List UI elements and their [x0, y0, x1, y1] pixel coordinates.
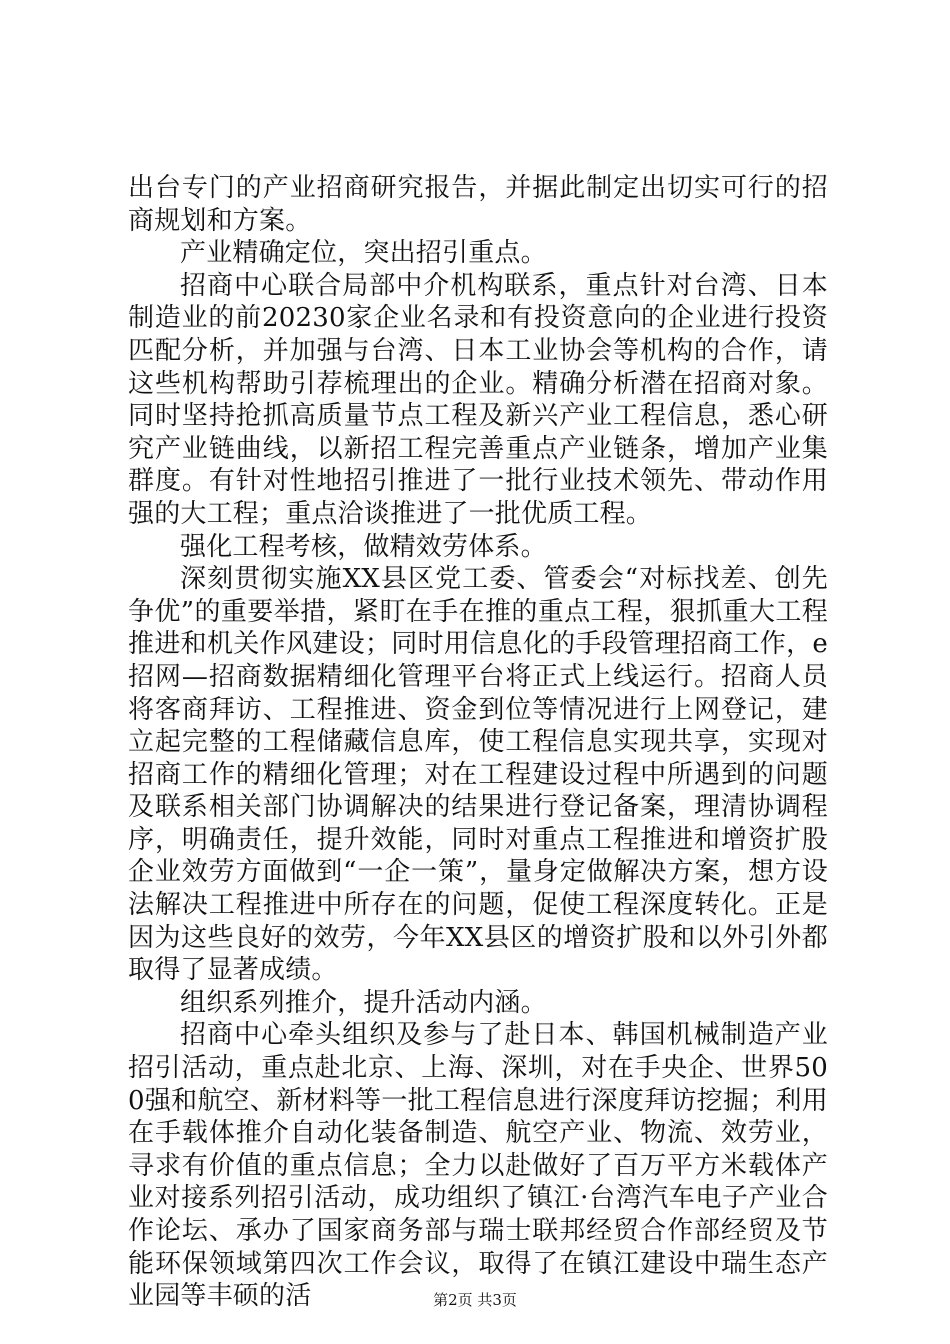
paragraph-continuation: 出台专门的产业招商研究报告，并据此制定出切实可行的招商规划和方案。: [128, 173, 828, 236]
section-heading-promotion-series: 组织系列推介，提升活动内涵。: [180, 987, 547, 1018]
section-heading-project-assessment: 强化工程考核，做精效劳体系。: [180, 531, 547, 562]
paragraph-promotion-activities: 招商中心牵头组织及参与了赴日本、韩国机械制造产业招引活动，重点赴北京、上海、深圳，对在手央企、世界500强和航空、新材料等一批工程信息进行深度拜访挖掘；利用在手载体推介自动化装备制造、航空产业、物流、效劳业，寻求有价值的重点信息；全力以赴做好了百万平方米载体产业对接系列招引活动，成功组织了镇江·台湾汽车电子产业合作论坛、承办了国家商务部与瑞士联邦经贸合作部经贸及节能环保领域第四次工作会议，取得了在镇江建设中瑞生态产业园等丰硕的活: [128, 1020, 828, 1312]
paragraph-investment-matching: 招商中心联合局部中介机构联系，重点针对台湾、日本制造业的前20230家企业名录和有投资意向的企业进行投资匹配分析，并加强与台湾、日本工业协会等机构的合作，请这些机构帮助引荐梳理出的企业。精确分析潜在招商对象。同时坚持抢抓高质量节点工程及新兴产业工程信息，悉心研究产业链曲线，以新招工程完善重点产业链条，增加产业集群度。有针对性地招引推进了一批行业技术领先、带动作用强的大工程；重点洽谈推进了一批优质工程。: [128, 270, 828, 529]
paragraph-service-system: 深刻贯彻实施XX县区党工委、管委会“对标找差、创先争优”的重要举措，紧盯在手在推的重点工程，狠抓重大工程推进和机关作风建设；同时用信息化的手段管理招商工作，e招网—招商数据精细化管理平台将正式上线运行。招商人员将客商拜访、工程推进、资金到位等情况进行上网登记，建立起完整的工程储藏信息库，使工程信息实现共享，实现对招商工作的精细化管理；对在工程建设过程中所遇到的问题及联系相关部门协调解决的结果进行登记备案，理清协调程序，明确责任，提升效能，同时对重点工程推进和增资扩股企业效劳方面做到“一企一策”，量身定做解决方案，想方设法解决工程推进中所存在的问题，促使工程深度转化。正是因为这些良好的效劳，今年XX县区的增资扩股和以外引外都取得了显著成绩。: [128, 564, 828, 986]
page-footer: [0, 1290, 950, 1310]
section-heading-industry-positioning: 产业精确定位，突出招引重点。: [180, 238, 547, 269]
page-number-label: 第2页 共3页: [433, 1291, 517, 1309]
document-body: [128, 172, 828, 1313]
